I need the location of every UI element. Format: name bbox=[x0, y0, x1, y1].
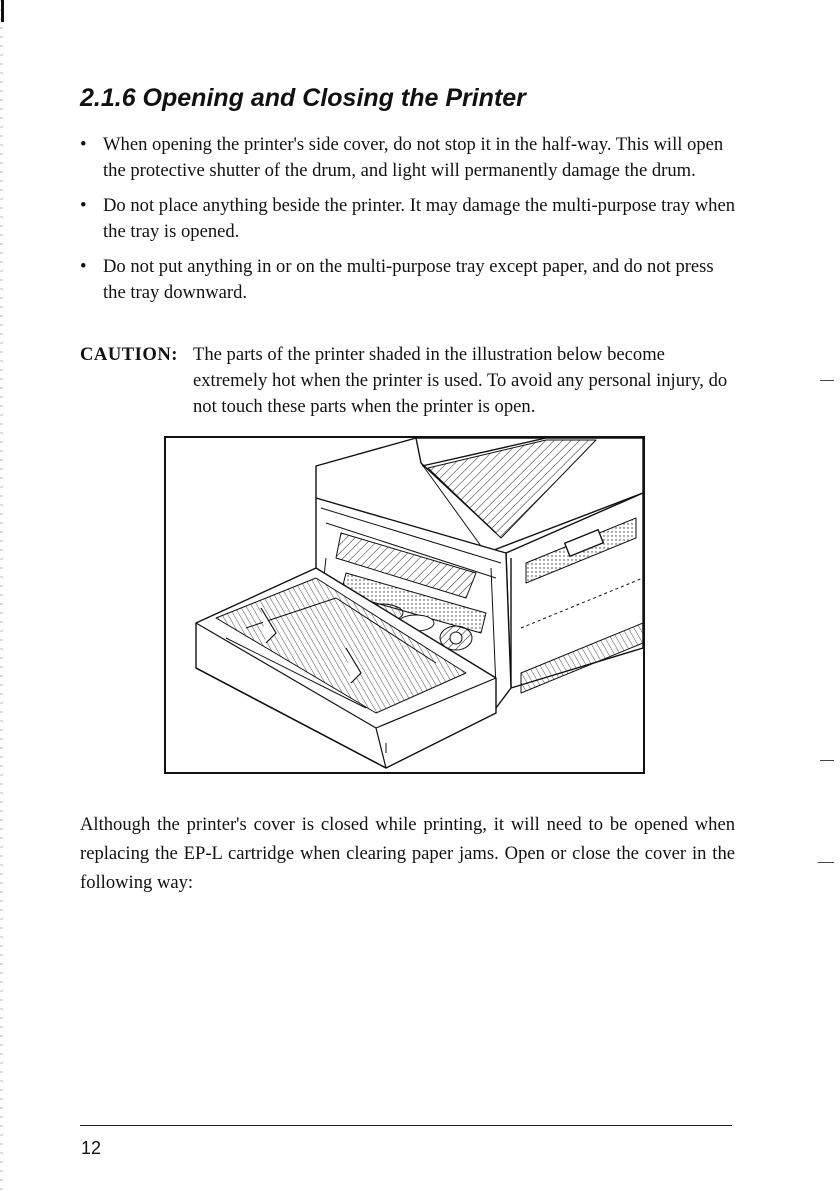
warning-list bbox=[80, 132, 740, 315]
list-item-text: When opening the printer's side cover, do not stop it in the half-way. This will open the protective shutter of the drum, and light will permanently damage the drum. bbox=[103, 134, 724, 181]
bullet-marker: • bbox=[80, 256, 87, 277]
scan-edge-mark bbox=[820, 760, 834, 761]
printer-open-illustration-icon bbox=[166, 438, 643, 772]
list-item-text: Do not put anything in or on the multi-purpose tray except paper, and do not press the tray downward. bbox=[103, 256, 714, 303]
caution-text: The parts of the printer shaded in the illustration below become extremely hot when the printer is used. To avoid any personal injury, do not touch these parts when the printer is open. bbox=[193, 344, 728, 417]
list-item bbox=[80, 132, 740, 184]
scan-edge-mark bbox=[818, 862, 834, 863]
scan-edge-mark bbox=[820, 380, 834, 381]
bullet-marker: • bbox=[80, 195, 87, 216]
scan-mark bbox=[1, 0, 4, 22]
bullet-marker: • bbox=[80, 134, 87, 155]
page-number: 12 bbox=[81, 1138, 102, 1158]
list-item bbox=[80, 254, 740, 306]
list-item-text: Do not place anything beside the printer. It may damage the multi-purpose tray when the tray is opened. bbox=[103, 195, 736, 242]
body-paragraph: Although the printer's cover is closed while printing, it will need to be opened when replacing the EP-L cartridge when clearing paper jams. Open or close the cover in the following way: bbox=[80, 814, 735, 893]
caution-label: CAUTION: bbox=[80, 344, 179, 365]
printer-illustration bbox=[164, 436, 645, 774]
scan-edge bbox=[0, 0, 3, 1191]
list-item bbox=[80, 193, 740, 245]
footer-rule bbox=[80, 1125, 732, 1126]
section-heading: 2.1.6 Opening and Closing the Printer bbox=[80, 84, 526, 112]
caution-block bbox=[80, 342, 740, 420]
